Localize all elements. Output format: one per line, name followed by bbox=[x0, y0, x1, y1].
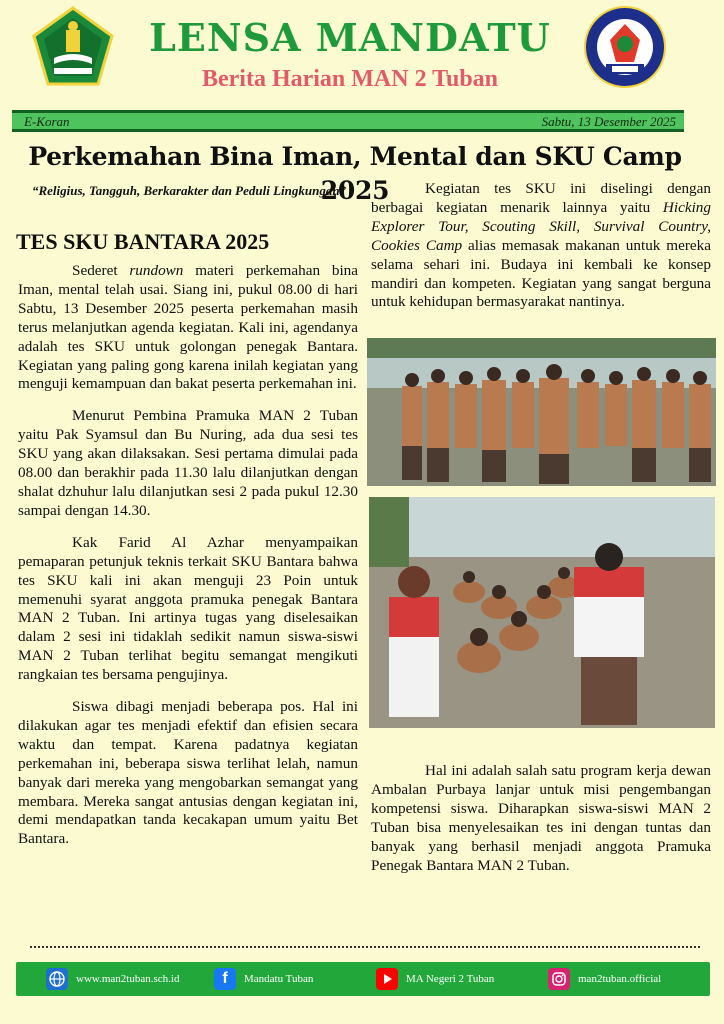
footer-website[interactable] bbox=[46, 968, 179, 990]
youtube-text: MA Negeri 2 Tuban bbox=[406, 973, 495, 985]
footer-youtube[interactable] bbox=[376, 968, 494, 990]
tagline: “Religius, Tangguh, Berkarakter dan Peduli Lingkungan” bbox=[31, 183, 347, 198]
youtube-icon bbox=[376, 968, 398, 990]
issue-date: Sabtu, 13 Desember 2025 bbox=[541, 114, 676, 129]
newspaper-title: LENSA MANDATU bbox=[149, 15, 551, 60]
scouts-sitting-photo bbox=[369, 497, 715, 728]
instagram-text: man2tuban.official bbox=[578, 973, 662, 985]
madrasah-logo bbox=[582, 4, 668, 90]
facebook-text: Mandatu Tuban bbox=[244, 973, 314, 985]
instagram-icon bbox=[548, 968, 570, 990]
facebook-icon: f bbox=[214, 968, 236, 990]
footer-divider bbox=[30, 946, 700, 948]
globe-icon bbox=[46, 968, 68, 990]
scouts-lineup-photo bbox=[367, 338, 716, 486]
paragraph-6: Hal ini adalah salah satu program kerja dewan Ambalan Purbaya lanjar untuk misi pengembangan kompetensi siswa. Diharapkan siswa-siswi MAN 2 Tuban bisa menyelesaikan tes ini dengan tuntas dan banyak yang berhasil menjadi anggota Pramuka Penegak Bantara MAN 2 Tuban. bbox=[371, 762, 711, 874]
footer bbox=[16, 962, 710, 996]
section-title: TES SKU BANTARA 2025 bbox=[16, 229, 270, 254]
left-column bbox=[18, 262, 358, 862]
website-text: www.man2tuban.sch.id bbox=[76, 973, 180, 985]
issue-bar bbox=[12, 110, 684, 132]
masthead bbox=[0, 0, 724, 108]
paragraph-5: Kegiatan tes SKU ini diselingi dengan berbagai kegiatan menarik lainnya yaitu Hicking Explorer Tour, Scouting Skill, Survival Country, Cookies Camp alias memasak makanan untuk mereka selama sehari ini. Budaya ini kembali ke konsep mandiri dan kompeten. Kegiatan yang sangat berguna untuk kehidupan bermasyarakat nantinya. bbox=[371, 180, 711, 311]
footer-instagram[interactable] bbox=[548, 968, 661, 990]
right-column-top bbox=[371, 180, 711, 325]
newspaper-subtitle: Berita Harian MAN 2 Tuban bbox=[201, 66, 499, 92]
paragraph-3: Kak Farid Al Azhar menyampaikan pemaparan petunjuk teknis terkait SKU Bantara bahwa tes SKU kali ini akan menguji 23 Poin untuk memenuhi syarat anggota pramuka penegak Bantara MAN 2 Tuban. Ini artinya tugas yang diselesaikan dalam 2 sesi ini tidaklah sedikit namun siswa-siswi MAN 2 Tuban terlihat begitu semangat mengikuti rangkaian tes bersama pengujinya. bbox=[18, 533, 358, 684]
footer-facebook[interactable] bbox=[214, 968, 313, 990]
edition-label: E-Koran bbox=[24, 114, 70, 129]
paragraph-4: Siswa dibagi menjadi beberapa pos. Hal ini dilakukan agar tes menjadi efektif dan efisien secara waktu dan tempat. Karena padatnya kegiatan perkemahan ini, beberapa siswa terlihat lelah, namun banyak dari mereka yang mengobarkan semangat yang membara. Mereka sangat antusias dengan kegiatan ini, demi mendapatkan tanda kecakapan umum yaitu Bet Bantara. bbox=[18, 698, 358, 848]
paragraph-1: Sederet rundown materi perkemahan bina Iman, mental telah usai. Siang ini, pukul 08.00 di hari Sabtu, 13 Desember 2025 peserta perkemahan masih terus melanjutkan agenda kegiatan. Kali ini, agendanya adalah tes SKU untuk golongan penegak Bantara. Kegiatan yang paling gong karena inilah kegiatan yang menguji kemampuan dan bakat peserta perkemahan ini. bbox=[18, 262, 359, 393]
headline: Perkemahan Bina Iman, Mental dan SKU Camp 2025 bbox=[28, 142, 682, 205]
right-column-bottom bbox=[371, 762, 711, 888]
paragraph-2: Menurut Pembina Pramuka MAN 2 Tuban yaitu Pak Syamsul dan Bu Nuring, ada dua sesi tes SKU yang akan dilaksakan. Sesi pertama dimulai pada 08.00 dan berakhir pada 11.30 lalu dilanjutkan dengan shalat dzhuhur lalu dilanjutkan sesi 2 pada pukul 12.30 sampai dengan 14.30. bbox=[18, 407, 358, 519]
kemenag-logo bbox=[30, 6, 116, 88]
